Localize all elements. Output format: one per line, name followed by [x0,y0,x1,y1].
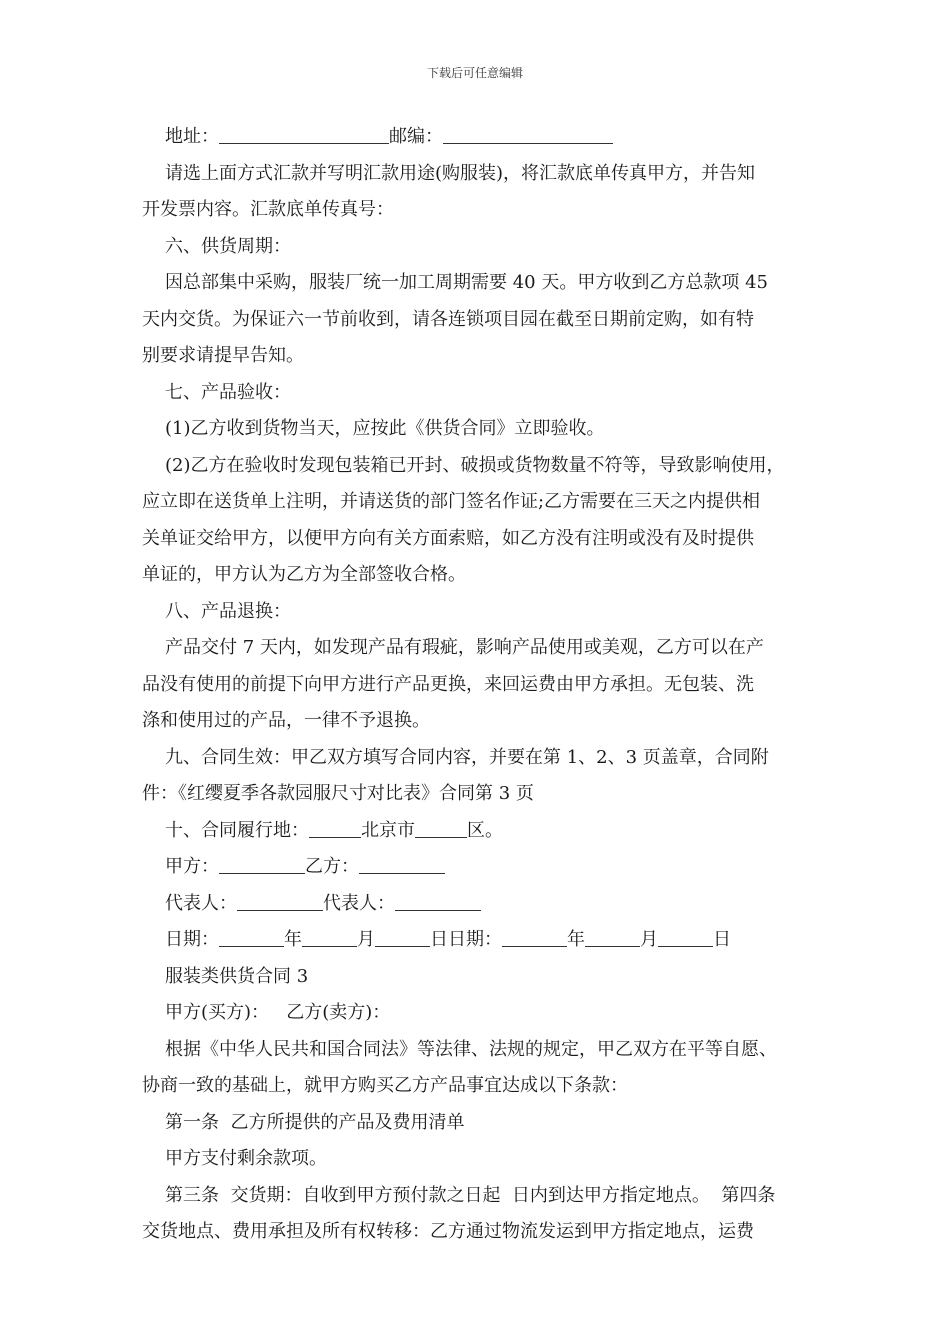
paragraph-line: 协商一致的基础上，就甲方购买乙方产品事宜达成以下条款： [142,1075,628,1096]
paragraph-line: 品没有使用的前提下向甲方进行产品更换，来回运费由甲方承担。无包装、洗 [142,673,754,695]
parties-heading: 甲方(买方)： 乙方(卖方)： [165,1002,391,1023]
day-blank [375,928,430,947]
page-header: 下载后可任意编辑 [426,66,523,80]
paragraph-line: 关单证交给甲方，以便甲方向有关方面索赔，如乙方没有注明或没有及时提供 [142,527,754,549]
section-heading: 七、产品验收： [165,381,291,403]
paragraph-line: (1)乙方收到货物当天，应按此《供货合同》立即验收。 [165,418,605,439]
year-blank-2 [502,928,567,947]
party-b-blank [359,855,445,874]
place-blank-1 [309,819,361,838]
address-blank [219,125,389,144]
performance-place-line [142,813,808,850]
paragraph-line: 件：《红缨夏季各款园服尺寸对比表》合同第 3 页 [142,783,534,804]
section-heading: 六、供货周期： [165,235,291,257]
month-blank-2 [585,928,640,947]
day-blank-2 [658,928,713,947]
rep-b-blank [395,892,481,911]
paragraph-line: (2)乙方在验收时发现包装箱已开封、破损或货物数量不符等，导致影响使用， [165,454,785,476]
city-label: 北京市 [361,819,415,841]
section-heading: 八、产品退换： [165,600,291,622]
paragraph-line: 第三条 交货期：自收到甲方预付款之日起 日内到达甲方指定地点。 第四条 [165,1184,776,1206]
paragraph-line: 天内交货。为保证六一节前收到，请各连锁项目园在截至日期前定购，如有特 [142,308,754,330]
day-date-label: 日日期： [430,929,502,950]
dates-line [142,922,808,959]
paragraph-line: 涤和使用过的产品，一律不予退换。 [142,710,430,731]
contract-title: 服装类供货合同 3 [165,965,309,987]
address-label: 地址： [165,126,219,147]
paragraph-line: 应立即在送货单上注明，并请送货的部门签名作证;乙方需要在三天之内提供相 [142,491,761,512]
place-label: 十、合同履行地： [165,819,309,841]
rep-b-label: 代表人： [323,892,395,914]
party-b-label: 乙方： [305,856,359,877]
day-label-2: 日 [713,929,731,950]
paragraph-line: 请选上面方式汇款并写明汇款用途(购服装)，将汇款底单传真甲方，并告知 [165,162,756,184]
article-heading: 第一条 乙方所提供的产品及费用清单 [165,1111,465,1133]
parties-line [142,849,808,886]
paragraph-line: 别要求请提早告知。 [142,345,304,366]
paragraph-line: 单证的，甲方认为乙方为全部签收合格。 [142,564,466,585]
representatives-line [142,886,808,923]
year-label: 年 [284,929,302,950]
zip-blank [443,125,613,144]
year-blank [219,928,284,947]
party-a-label: 甲方： [165,856,219,877]
rep-a-label: 代表人： [165,892,237,914]
district-label: 区。 [467,819,503,841]
document-body [142,119,808,1251]
address-line [142,119,808,156]
month-label-2: 月 [640,929,658,950]
month-blank [302,928,357,947]
zip-label: 邮编： [389,126,443,147]
paragraph-line: 开发票内容。汇款底单传真号： [142,199,394,220]
rep-a-blank [237,892,323,911]
date-label: 日期： [165,929,219,950]
paragraph-line: 根据《中华人民共和国合同法》等法律、法规的规定，甲乙双方在平等自愿、 [165,1038,777,1060]
place-blank-2 [415,819,467,838]
paragraph-line: 产品交付 7 天内，如发现产品有瑕疵，影响产品使用或美观，乙方可以在产 [165,637,764,658]
paragraph-line: 甲方支付剩余款项。 [165,1148,327,1169]
paragraph-line: 交货地点、费用承担及所有权转移：乙方通过物流发运到甲方指定地点，运费 [142,1221,754,1242]
month-label: 月 [357,929,375,950]
paragraph-line: 九、合同生效：甲乙双方填写合同内容，并要在第 1、2、3 页盖章，合同附 [165,746,769,768]
party-a-blank [219,855,305,874]
paragraph-line: 因总部集中采购，服装厂统一加工周期需要 40 天。甲方收到乙方总款项 45 [165,272,768,293]
year-label-2: 年 [567,929,585,950]
